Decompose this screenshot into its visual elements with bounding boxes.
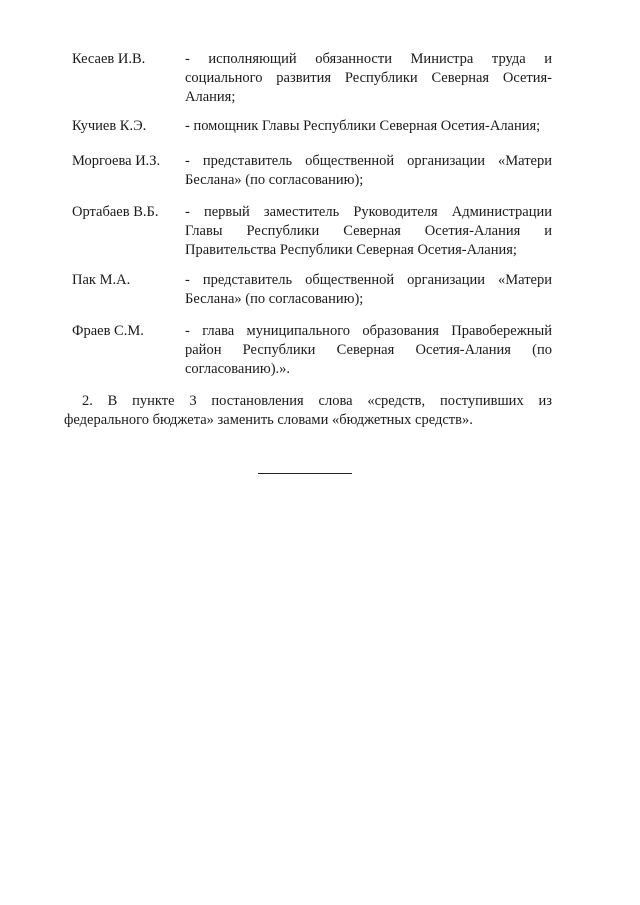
- paragraph-line: 2. В пункте 3 постановления слова «средств, поступивших из: [82, 393, 552, 409]
- role-line: Главы Республики Северная Осетия-Алания и: [185, 223, 552, 239]
- role-line: - помощник Главы Республики Северная Осетия-Алания;: [185, 118, 541, 134]
- role-line: Алания;: [185, 89, 236, 105]
- role-line: социального развития Республики Северная Осетия-: [185, 70, 552, 86]
- role-line: - глава муниципального образования Правобережный: [185, 323, 552, 339]
- role-line: - представитель общественной организации «Матери: [185, 272, 552, 288]
- member-name: Кесаев И.В.: [72, 51, 146, 67]
- role-line: Беслана» (по согласованию);: [185, 291, 364, 307]
- member-name: Ортабаев В.Б.: [72, 204, 159, 220]
- member-role: [185, 203, 552, 260]
- member-name: Кучиев К.Э.: [72, 118, 147, 134]
- member-name: Фраев С.М.: [72, 323, 144, 339]
- role-line: - представитель общественной организации «Матери: [185, 153, 552, 169]
- role-line: Правительства Республики Северная Осетия-Алания;: [185, 242, 517, 258]
- role-line: - первый заместитель Руководителя Администрации: [185, 204, 552, 220]
- role-line: Беслана» (по согласованию);: [185, 172, 364, 188]
- member-name: Моргоева И.З.: [72, 153, 161, 169]
- role-line: - исполняющий обязанности Министра труда и: [185, 51, 552, 67]
- member-role: [185, 117, 552, 136]
- member-role: [185, 322, 552, 379]
- role-line: согласованию).».: [185, 361, 291, 377]
- amendment-paragraph: [64, 392, 552, 430]
- role-line: район Республики Северная Осетия-Алания (по: [185, 342, 552, 358]
- member-role: [185, 152, 552, 190]
- closing-rule: [258, 473, 352, 474]
- paragraph-line: федерального бюджета» заменить словами «бюджетных средств».: [64, 412, 473, 428]
- member-role: [185, 50, 552, 107]
- member-name: Пак М.А.: [72, 272, 131, 288]
- member-role: [185, 271, 552, 309]
